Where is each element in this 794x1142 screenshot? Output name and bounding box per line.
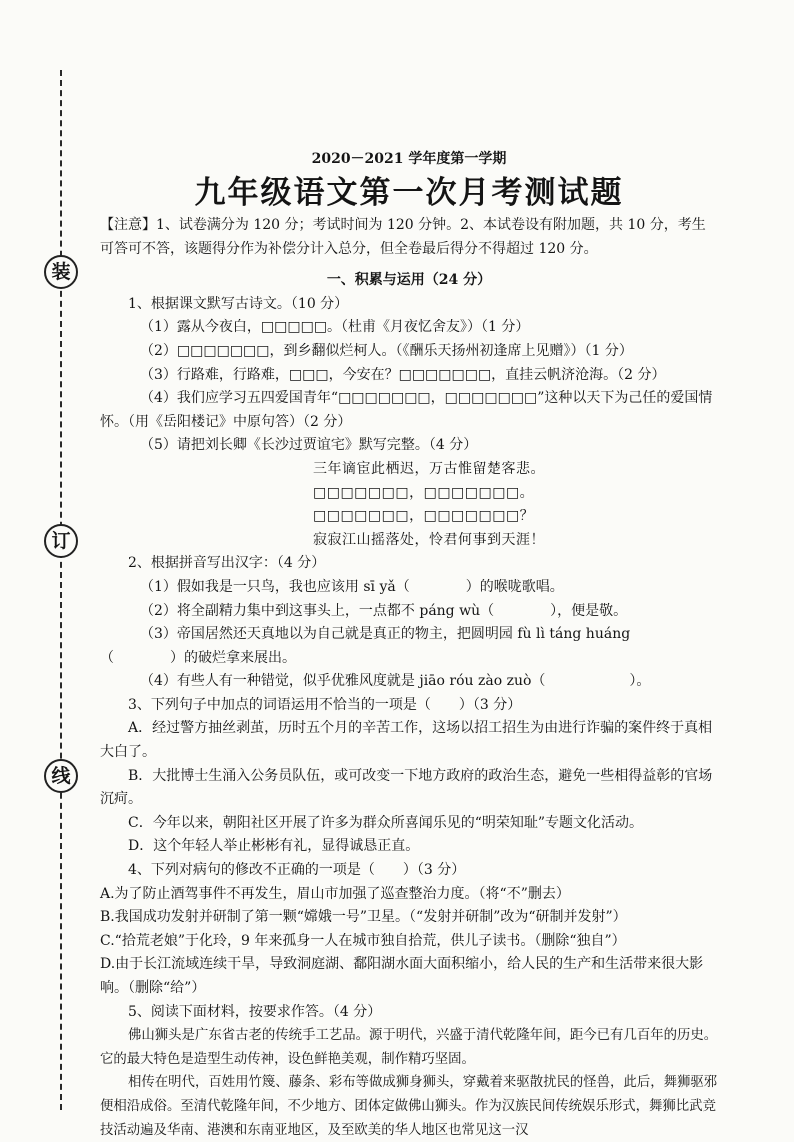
binding-char-zhuang: 装 (44, 255, 78, 289)
q4-stem: 4、下列对病句的修改不正确的一项是（ ）（3 分） (128, 862, 466, 879)
q3-stem: 3、下列句子中加点的词语运用不恰当的一项是（ ）（3 分） (128, 696, 522, 713)
q2-item-1: （1）假如我是一只鸟，我也应该用 sī yǎ（ ）的喉咙歌唱。 (140, 578, 564, 595)
q4-option-d: D.由于长江流域连续干旱，导致洞庭湖、鄱阳湖水面大面积缩小，给人民的生产和生活带来很大影响。（删除“给”） (100, 956, 704, 996)
q1-item-3: （3）行路难，行路难，□□□，今安在？□□□□□□□，直挂云帆济沧海。（2 分） (140, 366, 666, 383)
q2-stem: 2、根据拼音写出汉字：（4 分） (128, 555, 326, 572)
q4-option-c: C.“拾荒老娘”于化玲，9 年来孤身一人在城市独自拾荒，供儿子读书。（删除“独自”） (100, 932, 626, 949)
q5-stem: 5、阅读下面材料，按要求作答。（4 分） (128, 1003, 382, 1020)
q3-option-d: D．这个年轻人举止彬彬有礼，显得诚恳正直。 (128, 838, 420, 855)
poem-line-2: □□□□□□□，□□□□□□□。 (313, 484, 535, 501)
q3-option-c: C．今年以来，朝阳社区开展了许多为群众所喜闻乐见的“明荣知耻”专题文化活动。 (128, 814, 644, 831)
q2-item-3: （3）帝国居然还天真地以为自己就是真正的物主，把圆明园 fù lì táng huáng (140, 626, 631, 643)
q2-item-2: （2）将全副精力集中到这事头上，一点都不 páng wù（ ），便是敬。 (140, 602, 628, 619)
q3-option-a: A．经过警方抽丝剥茧，历时五个月的辛苦工作，这场以招工招生为由进行诈骗的案件终于真相大白了。 (100, 720, 713, 761)
q2-item-3-cont: （ ）的破烂拿来展出。 (100, 649, 296, 666)
passage-paragraph-2: 相传在明代，百姓用竹篾、藤条、彩布等做成狮身狮头，穿戴着来驱散扰民的怪兽，此后，舞狮驱邪便相沿成俗。至清代乾隆年间，不少地方、团体定做佛山狮头。作为汉族民间传统娱乐形式，舞狮比武竞技活动遍及华南、港澳和东南亚地区，及至欧美的华人地区也常见这一汉 (100, 1075, 718, 1138)
exam-title: 九年级语文第一次月考测试题 (194, 175, 624, 211)
q1-item-2: （2）□□□□□□□，到乡翻似烂柯人。（《酬乐天扬州初逢席上见赠》）（1 分） (140, 342, 633, 359)
poem-line-4: 寂寂江山摇落处，怜君何事到天涯！ (313, 531, 545, 548)
q2-item-4: （4）有些人有一种错觉，似乎优雅风度就是 jiāo róu zào zuò（ ）。 (140, 673, 651, 690)
binding-char-ding: 订 (44, 524, 78, 558)
q1-item-4: （4）我们应学习五四爱国青年“□□□□□□□，□□□□□□□”这种以天下为己任的爱国情怀。（用《岳阳楼记》中原句答）（2 分） (100, 390, 713, 430)
q1-stem: 1、根据课文默写古诗文。（10 分） (128, 295, 349, 312)
binding-char-xian: 线 (44, 759, 78, 793)
q4-option-a: A.为了防止酒驾事件不再发生，眉山市加强了巡查整治力度。（将“不”删去） (100, 885, 570, 902)
school-year: 2020－2021 学年度第一学期 (311, 151, 507, 167)
section-title: 一、积累与运用（24 分） (326, 272, 492, 289)
poem-line-3: □□□□□□□，□□□□□□□？ (313, 508, 535, 525)
q1-item-1: （1）露从今夜白，□□□□□。（杜甫《月夜忆舍友》）（1 分） (140, 319, 530, 336)
q1-item-5: （5）请把刘长卿《长沙过贾谊宅》默写完整。（4 分） (140, 437, 478, 454)
binding-dashed-line (60, 70, 62, 1110)
poem-line-1: 三年谪宦此栖迟，万古惟留楚客悲。 (313, 460, 545, 477)
notice: 【注意】1、试卷满分为 120 分；考试时间为 120 分钟。2、本试卷设有附加题，共 10 分，考生可答可不答，该题得分作为补偿分计入总分，但全卷最后得分不得超过 120 分。 (100, 217, 706, 257)
passage-paragraph-1: 佛山狮头是广东省古老的传统手工艺品。源于明代，兴盛于清代乾隆年间，距今已有几百年的历史。它的最大特色是造型生动传神，设色鲜艳美观，制作精巧坚固。 (100, 1028, 718, 1067)
exam-page (100, 148, 718, 1142)
q4-option-b: B.我国成功发射并研制了第一颗“嫦娥一号”卫星。（“发射并研制”改为“研制并发射”） (100, 909, 627, 926)
q3-option-b: B．大批博士生涌入公务员队伍，或可改变一下地方政府的政治生态，避免一些相得益彰的官场沉疴。 (100, 767, 713, 808)
